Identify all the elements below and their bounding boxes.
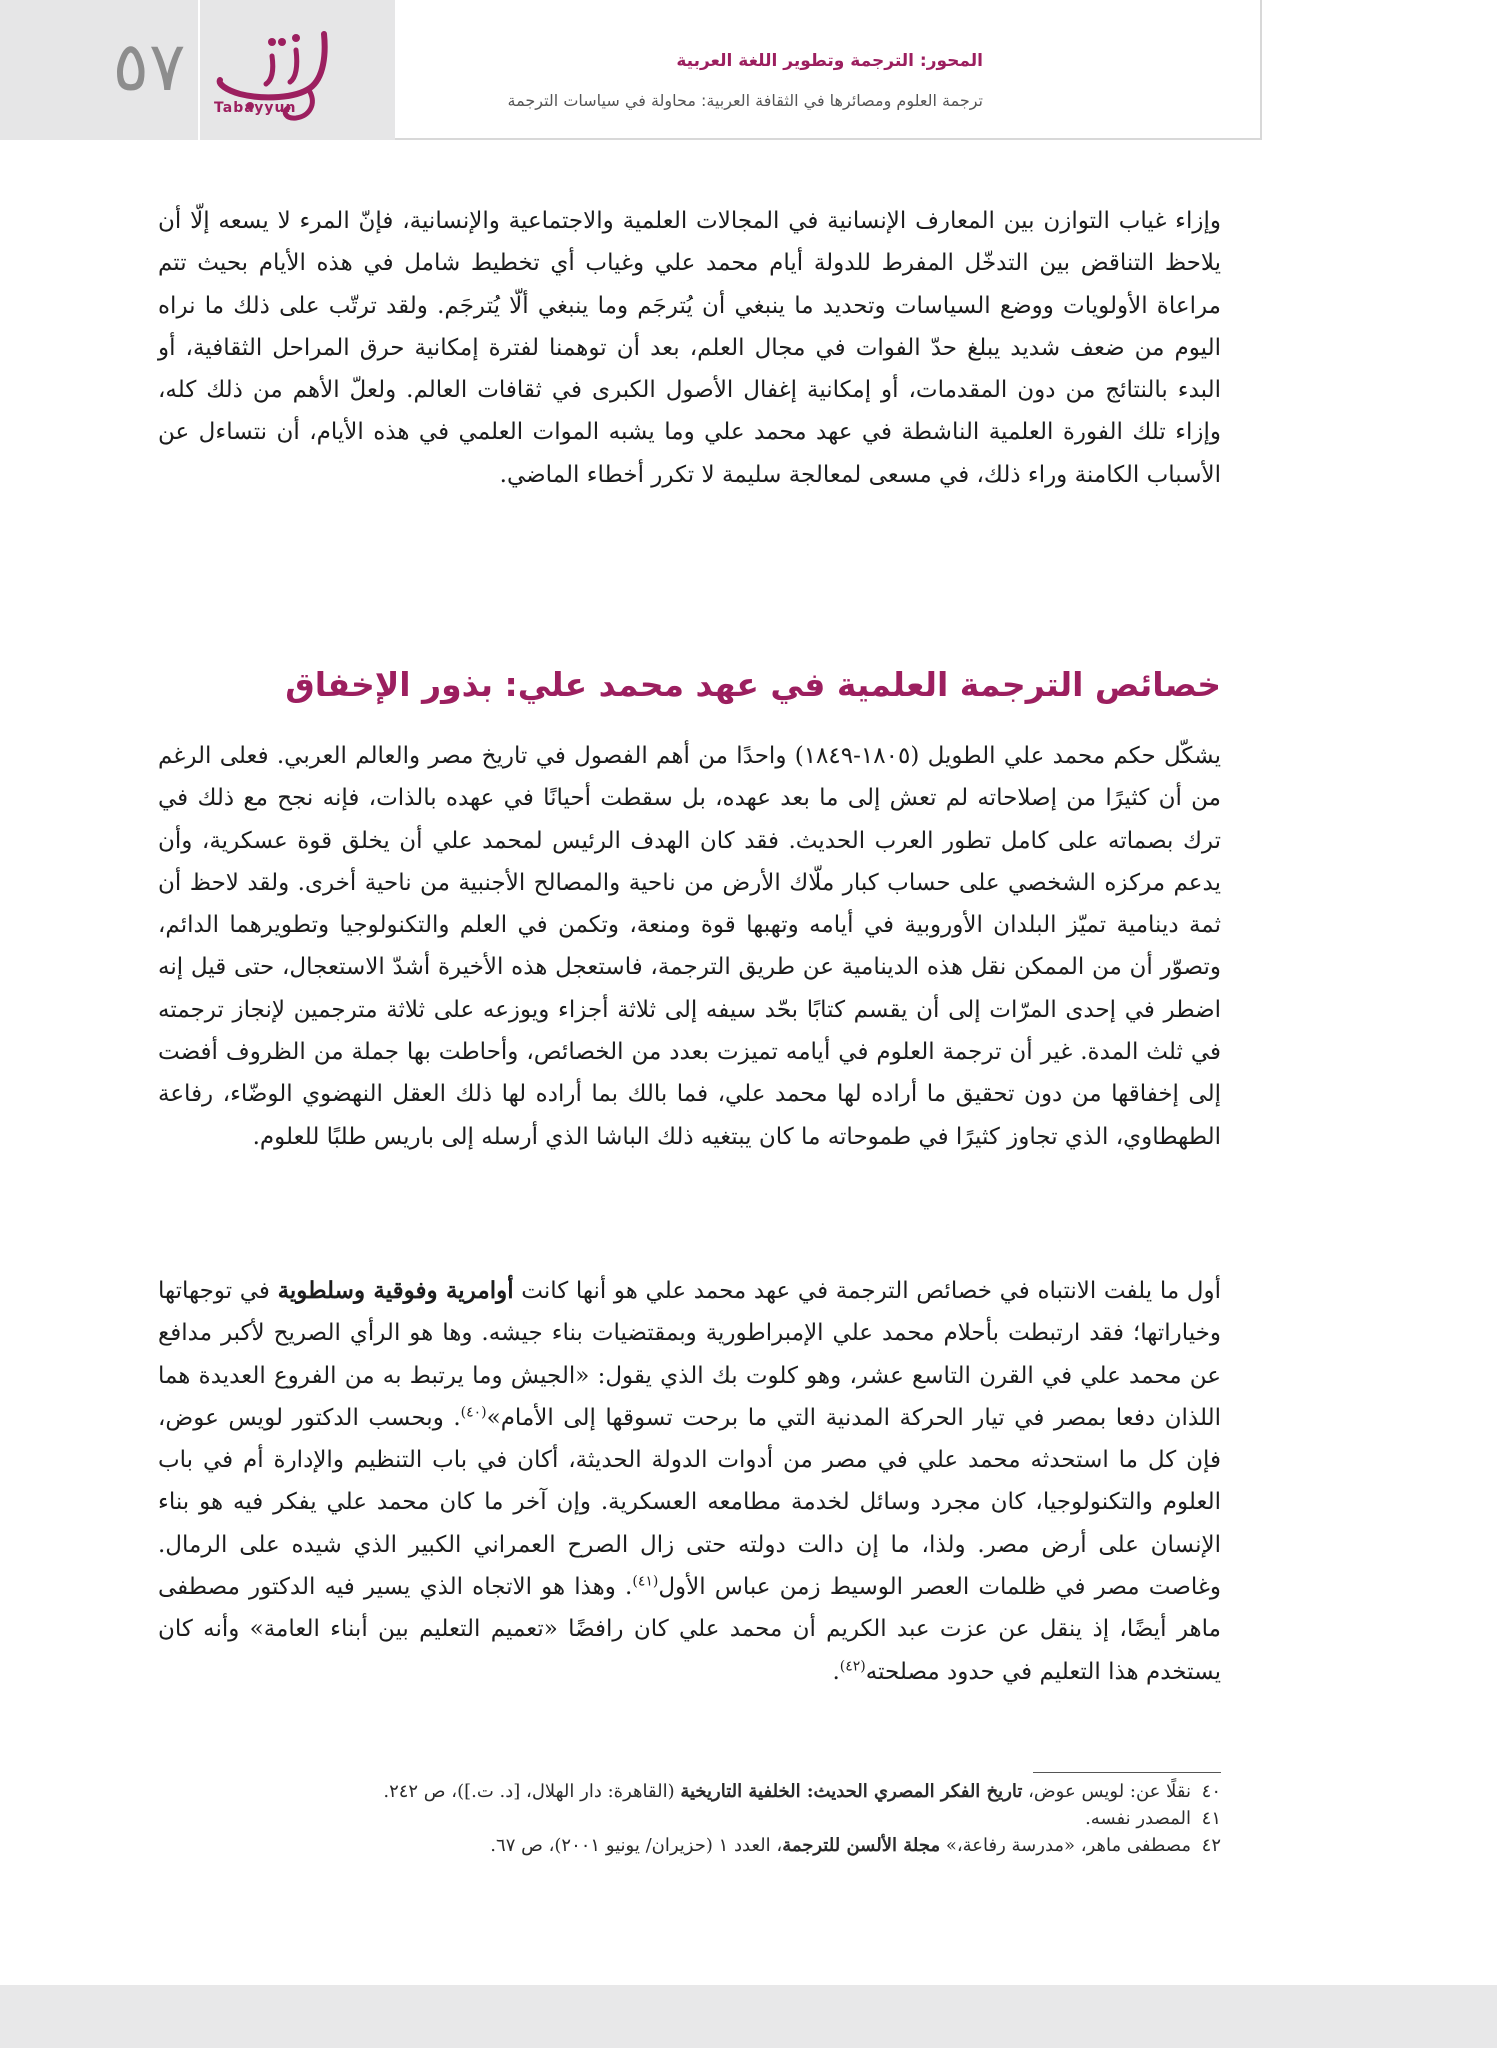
paragraph-3-bold-text: أوامرية وفوقية وسلطوية — [277, 1277, 514, 1304]
footnote-number: ٤٠ — [1201, 1781, 1221, 1802]
axis-label: المحور: الترجمة وتطوير اللغة العربية — [676, 51, 983, 71]
page-number: ٥٧ — [112, 28, 186, 107]
footnote-number: ٤١ — [1201, 1808, 1221, 1829]
body-paragraph-2: يشكّل حكم محمد علي الطويل (١٨٠٥-١٨٤٩) واحدًا من أهم الفصول في تاريخ مصر والعالم العربي. فعلى الرغم من أن كثيرًا من إصلاحاته لم تعش إلى ما بعد عهده، بل سقطت أحيانًا في عهده بالذات، فإنه نجح مع ذلك في ترك بصماته على كامل تطور العرب الحديث. فقد كان الهدف الرئيس لمحمد علي أن يخلق قوة عسكرية، وأن يدعم مركزه الشخصي على حساب كبار ملّاك الأرض من ناحية والمصالح الأجنبية من ناحية أخرى. ولقد لاحظ أن ثمة دينامية تميّز البلدان الأوروبية في أيامه وتهبها قوة ومنعة، وتكمن في العلم والتكنولوجيا وتطويرهما الدائم، وتصوّر أن من الممكن نقل هذه الدينامية عن طريق الترجمة، فاستعجل هذه الأخيرة أشدّ الاستعجال، حتى قيل إنه اضطر في إحدى المرّات إلى أن يقسم كتابًا بحّد سيفه إلى ثلاثة أجزاء ويوزعه على ثلاثة مترجمين لإنجاز ترجمته في ثلث المدة. غير أن ترجمة العلوم في أيامه تميزت بعدد من الخصائص، وأحاطت بها جملة من الظروف أفضت إلى إخفاقها من دون تحقيق ما أراده لها محمد علي، فما بالك بما أراده لها ذلك العقل النهضوي الوضّاء، رفاعة الطهطاوي، الذي تجاوز كثيرًا في طموحاته ما كان يبتغيه ذلك الباشا الذي أرسله إلى باريس طلبًا للعلوم. — [158, 743, 1222, 1150]
section-heading: خصائص الترجمة العلمية في عهد محمد علي: بذور الإخفاق — [285, 665, 1221, 704]
footnote-ref-41: (٤١) — [632, 1573, 659, 1590]
bottom-band — [0, 1985, 1497, 2048]
footnote-ref-42: (٤٢) — [839, 1658, 866, 1675]
footnotes-list — [158, 1778, 1221, 1859]
paragraph-3-text: في توجهاتها وخياراتها؛ فقد ارتبطت بأحلام محمد علي الإمبراطورية وبمقتضيات بناء جيشه. وها هو الرأي الصريح لأكبر مدافع عن محمد علي في القرن التاسع عشر، وهو كلوت بك الذي يقول: «الجيش وما يرتبط به من الفروع العديدة هما اللذان دفعا بمصر في تيار الحركة المدنية التي ما برحت تسوقها إلى الأمام» — [158, 1278, 1221, 1431]
paragraph-3-text: أول ما يلفت الانتباه في خصائص الترجمة في عهد محمد علي هو أنها كانت — [513, 1278, 1221, 1304]
footnote-text: المصدر نفسه. — [1085, 1808, 1191, 1829]
footnote-text: (القاهرة: دار الهلال، [د. ت.])، ص ٢٤٢. — [383, 1781, 681, 1802]
footnote-item — [158, 1832, 1221, 1859]
footnote-item — [158, 1778, 1221, 1805]
body-paragraph-3 — [158, 1270, 1221, 1693]
paragraph-3-text: . — [832, 1658, 840, 1685]
footnote-text: ، العدد ١ (حزيران/ يونيو ٢٠٠١)، ص ٦٧. — [490, 1835, 783, 1856]
paragraph-3-text: . وهذا هو الاتجاه الذي يسير فيه الدكتور مصطفى ماهر أيضًا، إذ ينقل عن عزت عبد الكريم أن محمد علي كان رافضًا «تعميم التعليم بين أبناء العامة» وأنه كان يستخدم هذا التعليم في حدود مصلحته — [158, 1574, 1221, 1685]
logo-latin-text: Tabayyun — [214, 100, 297, 116]
footnote-bold-title: مجلة الألسن للترجمة — [782, 1835, 941, 1856]
footnote-number: ٤٢ — [1201, 1835, 1221, 1856]
footnote-rule — [1033, 1772, 1221, 1773]
page-header — [0, 0, 1262, 140]
footnote-text: نقلًا عن: لويس عوض، — [1022, 1781, 1191, 1802]
article-title: ترجمة العلوم ومصائرها في الثقافة العربية: محاولة في سياسات الترجمة — [507, 91, 983, 110]
footnote-ref-40: (٤٠) — [460, 1404, 487, 1421]
footnote-bold-title: تاريخ الفكر المصري الحديث: الخلفية التاريخية — [680, 1781, 1023, 1802]
header-divider — [198, 0, 200, 140]
footnote-text: مصطفى ماهر، «مدرسة رفاعة،» — [940, 1835, 1191, 1856]
body-paragraph-1: وإزاء غياب التوازن بين المعارف الإنسانية في المجالات العلمية والاجتماعية والإنسانية، فإنّ المرء لا يسعه إلّا أن يلاحظ التناقض بين التدخّل المفرط للدولة أيام محمد علي وغياب أي تخطيط شامل في هذه الأيام بحيث تتم مراعاة الأولويات ووضع السياسات وتحديد ما ينبغي أن يُترجَم وما ينبغي ألّا يُترجَم. ولقد ترتّب على ذلك ما نراه اليوم من ضعف شديد يبلغ حدّ الفوات في مجال العلم، بعد أن توهمنا لفترة إمكانية حرق المراحل الثقافية، أو البدء بالنتائج من دون المقدمات، أو إمكانية إغفال الأصول الكبرى في ثقافات العالم. ولعلّ الأهم من ذلك كله، وإزاء تلك الفورة العلمية الناشطة في عهد محمد علي وما يشبه الموات العلمي في هذه الأيام، أن نتساءل عن الأسباب الكامنة وراء ذلك، في مسعى لمعالجة سليمة لا تكرر أخطاء الماضي. — [158, 208, 1221, 488]
footnote-item — [158, 1805, 1221, 1832]
paragraph-3-text: . وبحسب الدكتور لويس عوض، فإن كل ما استحدثه محمد علي في مصر من أدوات الدولة الحديثة، أكان في باب التنظيم والإدارة أم في باب العلوم والتكنولوجيا، كان مجرد وسائل لخدمة مطامعه العسكرية. وإن آخر ما كان محمد علي يفكر فيه هو بناء الإنسان على أرض مصر. ولذا، ما إن دالت دولته حتى زال الصرح العمراني الكبير الذي شيده على الرمال. وغاصت مصر في ظلمات العصر الوسيط زمن عباس الأول — [158, 1404, 1221, 1601]
